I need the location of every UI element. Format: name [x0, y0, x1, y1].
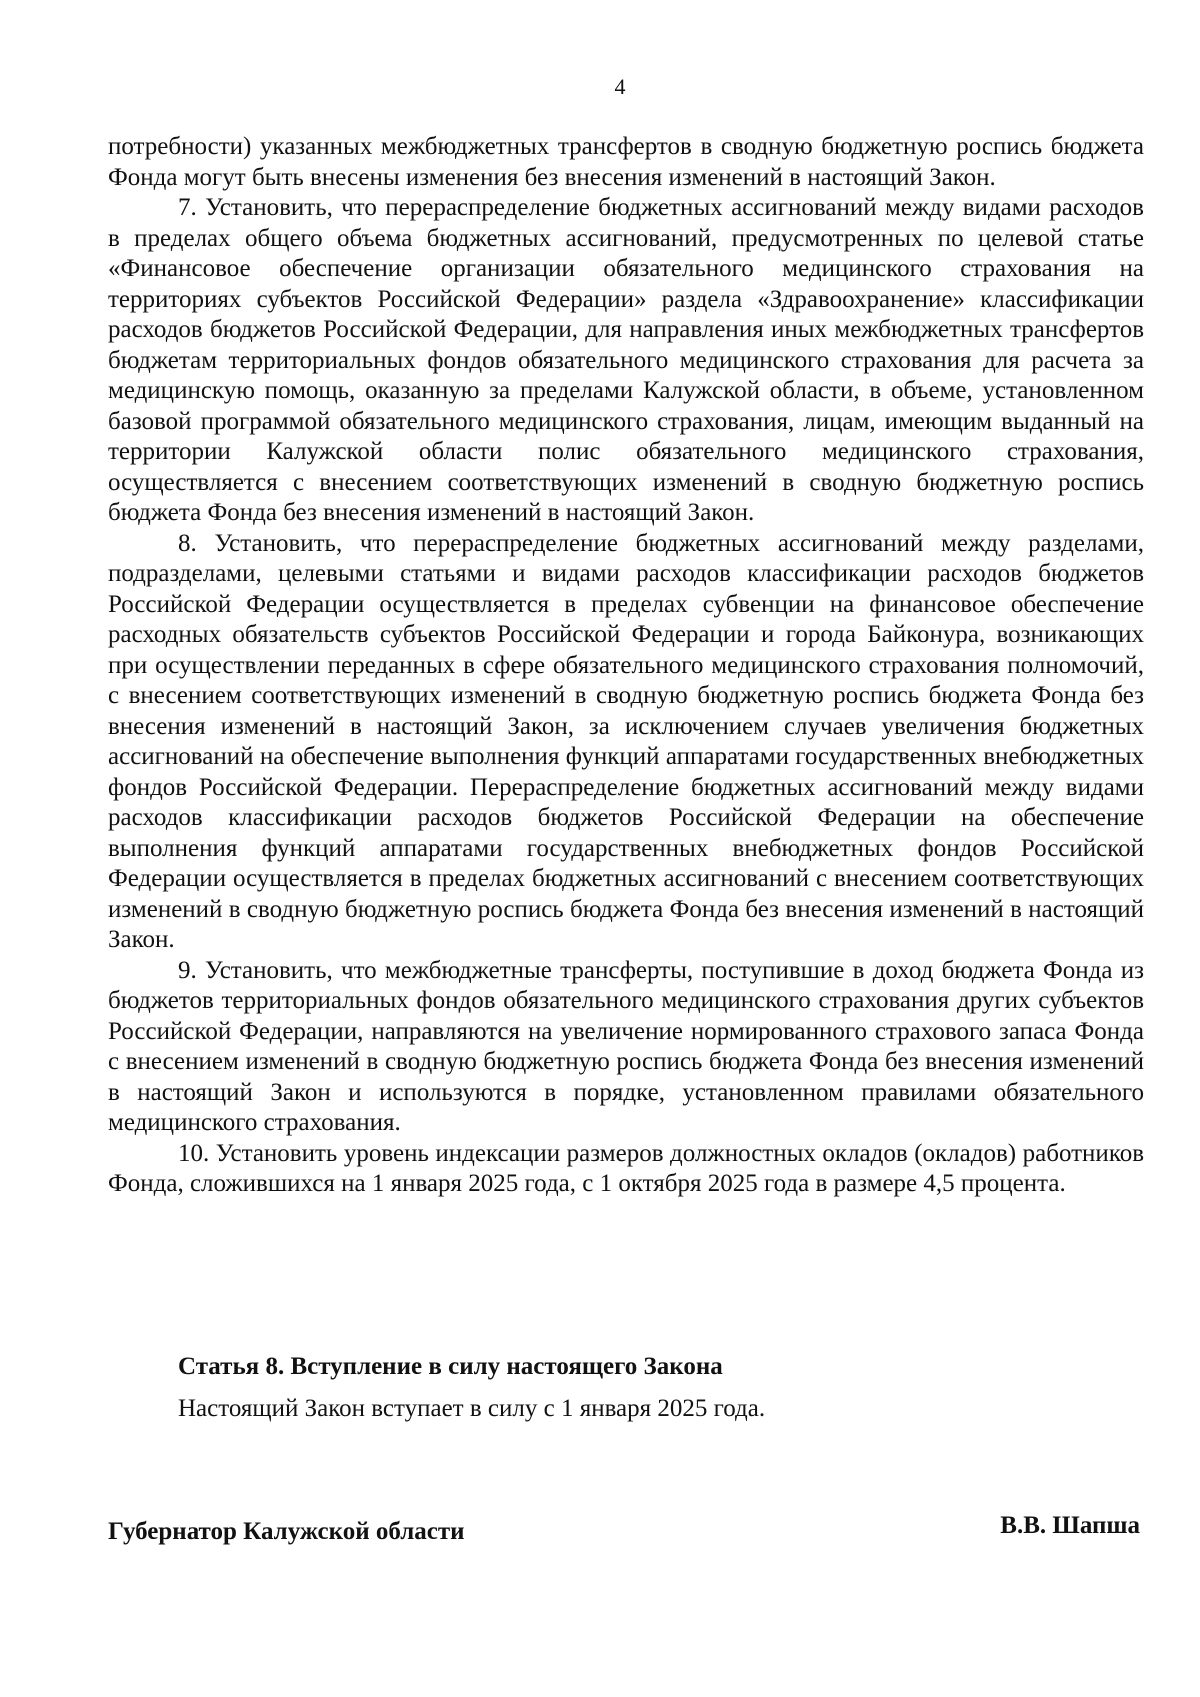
paragraph-item-7: 7. Установить, что перераспределение бюджетных ассигнований между видами расходов в пределах общего объема бюджетных ассигнований, предусмотренных по целевой статье «Финансовое обеспечение организации обязательного медицинского страхования на территориях субъектов Российской Федерации» раздела «Здравоохранение» классификации расходов бюджетов Российской Федерации, для направления иных межбюджетных трансфертов бюджетам территориальных фондов обязательного медицинского страхования для расчета за медицинскую помощь, оказанную за пределами Калужской области, в объеме, установленном базовой программой обязательного медицинского страхования, лицам, имеющим выданный на территории Калужской области полис обязательного медицинского страхования, осуществляется с внесением соответствующих изменений в сводную бюджетную роспись бюджета Фонда без внесения изменений в настоящий Закон.: [108, 194, 1144, 526]
paragraph-item-10: 10. Установить уровень индексации размеров должностных окладов (окладов) работников Фонда, сложившихся на 1 января 2025 года, с 1 октября 2025 года в размере 4,5 процента.: [108, 1139, 1144, 1197]
article-8: [178, 1352, 1138, 1424]
document-body: [108, 132, 1144, 1200]
paragraph-item-8: 8. Установить, что перераспределение бюджетных ассигнований между разделами, подразделами, целевыми статьями и видами расходов классификации расходов бюджетов Российской Федерации осуществляется в пределах субвенции на финансовое обеспечение расходных обязательств субъектов Российской Федерации и города Байконура, возникающих при осуществлении переданных в сфере обязательного медицинского страхования полномочий, с внесением соответствующих изменений в сводную бюджетную роспись бюджета Фонда без внесения изменений в настоящий Закон, за исключением случаев увеличения бюджетных ассигнований на обеспечение выполнения функций аппаратами государственных внебюджетных фондов Российской Федерации. Перераспределение бюджетных ассигнований между видами расходов классификации расходов бюджетов Российской Федерации на обеспечение выполнения функций аппаратами государственных внебюджетных фондов Российской Федерации осуществляется в пределах бюджетных ассигнований с внесением соответствующих изменений в сводную бюджетную роспись бюджета Фонда без внесения изменений в настоящий Закон.: [108, 529, 1144, 953]
paragraph-continuation: потребности) указанных межбюджетных трансфертов в сводную бюджетную роспись бюджета Фонда могут быть внесены изменения без внесения изменений в настоящий Закон.: [108, 133, 1144, 191]
page-number: 4: [614, 74, 626, 99]
signature-name: В.В. Шапша: [1000, 1512, 1140, 1539]
signature-position: Губернатор Калужской области: [108, 1518, 465, 1545]
article-title: Статья 8. Вступление в силу настоящего Закона: [178, 1353, 723, 1380]
paragraph-item-9: 9. Установить, что межбюджетные трансферты, поступившие в доход бюджета Фонда из бюджетов территориальных фондов обязательного медицинского страхования других субъектов Российской Федерации, направляются на увеличение нормированного страхового запаса Фонда с внесением изменений в сводную бюджетную роспись бюджета Фонда без внесения изменений в настоящий Закон и используются в порядке, установленном правилами обязательного медицинского страхования.: [108, 956, 1144, 1136]
article-text: Настоящий Закон вступает в силу с 1 января 2025 года.: [178, 1395, 766, 1422]
